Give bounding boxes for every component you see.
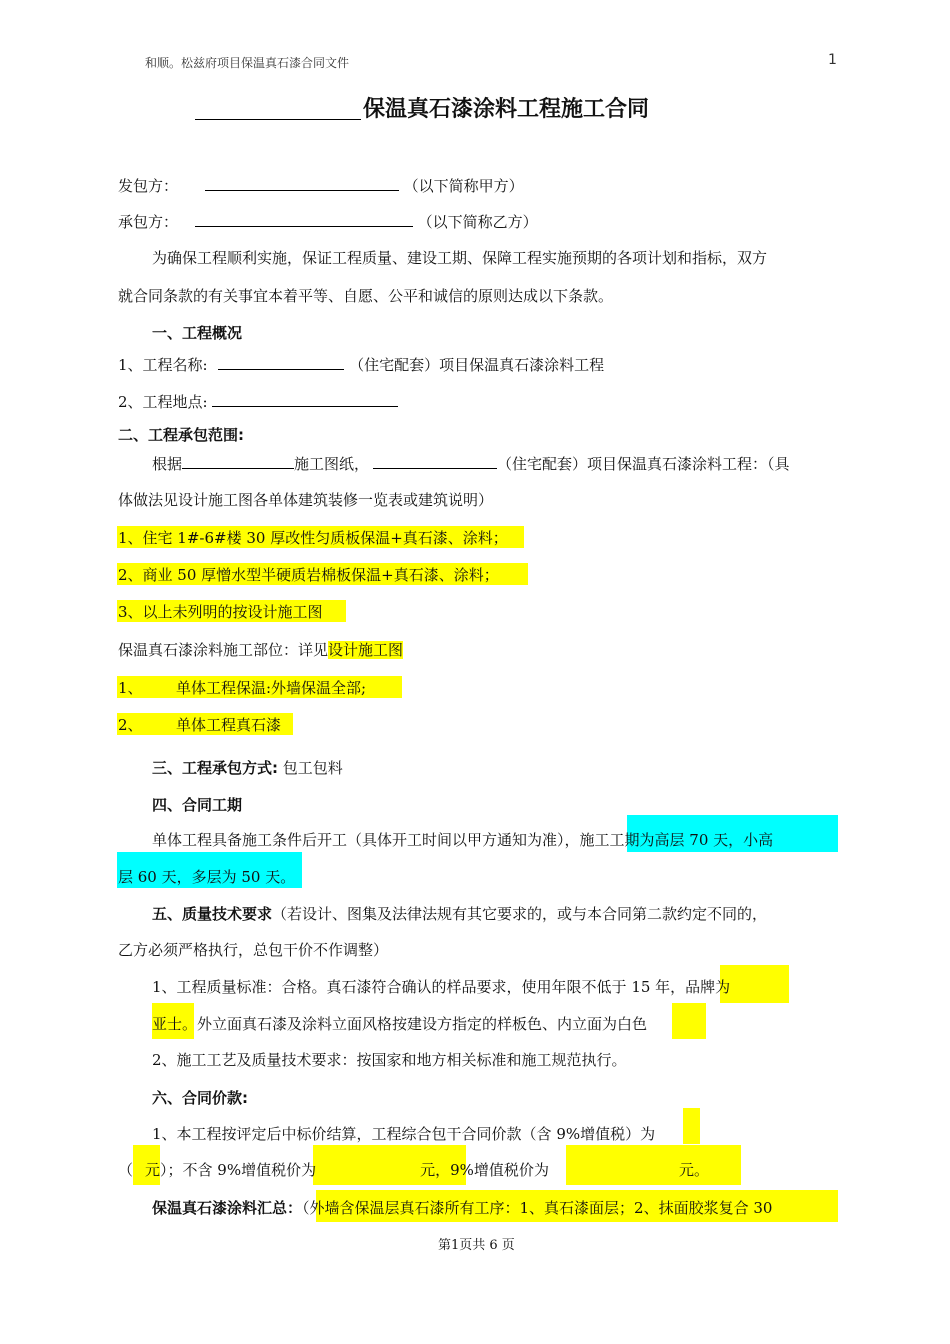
section-4-heading: 四、合同工期 <box>152 796 243 814</box>
scope-according: 根据 <box>152 455 183 473</box>
quality-brand-label: 品牌为 <box>685 978 731 996</box>
scope-drawings: 施工图纸， <box>294 455 370 473</box>
price-desc: 1、本工程按评定后中标价结算，工程综合包干合同价款（含 9%增值税） <box>152 1125 641 1143</box>
price-tax: ，9%增值税价 <box>435 1161 534 1179</box>
part-1-text: 单体工程保温:外墙保温全部; <box>176 679 367 697</box>
duration-line-1 <box>152 830 773 850</box>
section-3-heading: 三、工程承包方式: <box>152 759 278 777</box>
section-3-line <box>152 758 343 778</box>
quality-style: 。外立面真石漆及涂料立面风格按建设方指定的样板色、内立面为 <box>182 1015 618 1033</box>
scope-blank-1 <box>182 454 294 469</box>
price-paren-open: （ <box>118 1161 134 1179</box>
highlight-brand <box>720 965 789 1003</box>
price-line-2 <box>118 1160 709 1180</box>
price-yuan-3: 元 <box>678 1161 694 1179</box>
project-location-label: 2、工程地点: <box>118 393 208 411</box>
price-for: 为 <box>640 1125 656 1143</box>
intro-line-2: 就合同条款的有关事宜本着平等、自愿、公平和诚信的原则达成以下条款。 <box>118 287 614 305</box>
section-5-heading: 五、质量技术要求 <box>152 905 273 923</box>
scope-blank-2 <box>373 454 497 469</box>
party-a-blank <box>205 176 399 191</box>
party-a-note: （以下简称甲方） <box>403 177 524 195</box>
party-b-note: （以下简称乙方） <box>417 213 538 231</box>
price-yuan-2: 元 <box>420 1161 436 1179</box>
quality-line-1 <box>152 977 730 997</box>
section-5-line <box>152 904 767 924</box>
scope-line-1 <box>152 454 790 474</box>
quality-brand: 亚士 <box>152 1015 183 1033</box>
scope-line-2: 体做法见设计施工图各单体建筑装修一览表或建筑说明） <box>118 491 494 509</box>
party-b-line <box>118 212 538 232</box>
quality-line-3: 2、施工工艺及质量技术要求：按国家和地方相关标准和施工规范执行。 <box>152 1051 627 1069</box>
section-6-heading: 六、合同价款: <box>152 1089 248 1107</box>
quality-standard: 1、工程质量标准：合格。真石漆符合确认的样品要求，使用年限不低于 15 年， <box>152 978 686 996</box>
highlight-price-1 <box>683 1108 700 1144</box>
section-1-heading: 一、工程概况 <box>152 324 243 342</box>
price-period: 。 <box>693 1161 709 1179</box>
project-location-line <box>118 392 398 412</box>
price-line-1 <box>152 1124 655 1144</box>
page-title: 保温真石漆涂料工程施工合同 <box>363 97 650 122</box>
part-1-num: 1、 <box>118 679 143 697</box>
section-5-line-2: 乙方必须严格执行，总包干价不作调整） <box>118 941 389 959</box>
contract-mode: 包工包料 <box>282 759 343 777</box>
page-footer: 第1页共 6 页 <box>438 1238 515 1253</box>
party-a-label: 发包方： <box>118 177 179 195</box>
scope-item-3: 3、以上未列明的按设计施工图 <box>118 603 323 621</box>
section-5-heading-rest: （若设计、图集及法律法规有其它要求的，或与本合同第二款约定不同的， <box>272 905 768 923</box>
project-name-blank <box>218 355 344 370</box>
project-location-blank <box>212 392 398 407</box>
party-a-line <box>118 176 524 196</box>
project-name-label: 1、工程名称: <box>118 356 208 374</box>
party-b-blank <box>195 212 413 227</box>
duration-line-2: 层 60 天，多层为 50 天。 <box>118 868 296 886</box>
duration-start: 单体工程具备施工条件后开工（具体开工时间以甲方通知为准）， <box>152 831 580 849</box>
project-name-rest: （住宅配套）项目保温真石漆涂料工程 <box>349 356 605 374</box>
price-yuan-1: 元 <box>145 1161 161 1179</box>
part-2-num: 2、 <box>118 716 143 734</box>
construction-parts-ref: 设计施工图 <box>328 641 404 659</box>
highlight-white <box>672 1003 706 1039</box>
section-2-heading: 二、工程承包范围: <box>118 426 244 444</box>
summary-text: （外墙含保温层真石漆所有工序：1、真石漆面层；2、抹面胶浆复合 30 <box>302 1199 773 1217</box>
quality-inner-color: 白色 <box>617 1015 648 1033</box>
duration-period: 施工工期为高层 70 天，小高 <box>579 831 774 849</box>
intro-line-1: 为确保工程顺利实施，保证工程质量、建设工期、保障工程实施预期的各项计划和指标，双方 <box>152 249 768 267</box>
scope-item-2: 2、商业 50 厚憎水型半硬质岩棉板保温+真石漆、涂料； <box>118 566 499 584</box>
document-header: 和顺。松兹府项目保温真石漆合同文件 <box>145 56 350 70</box>
title-blank-line <box>195 119 361 120</box>
page-mark: 1 <box>828 52 837 68</box>
scope-item-1: 1、住宅 1#-6#楼 30 厚改性匀质板保温+真石漆、涂料； <box>118 529 508 547</box>
quality-line-2 <box>152 1014 647 1034</box>
project-name-line <box>118 355 604 375</box>
price-excl-tax-for: 为 <box>301 1161 317 1179</box>
part-2-text: 单体工程真石漆 <box>176 716 282 734</box>
scope-project: （住宅配套）项目保温真石漆涂料工程：（具 <box>497 455 790 473</box>
summary-label: 保温真石漆涂料汇总： <box>152 1199 303 1217</box>
party-b-label: 承包方： <box>118 213 179 231</box>
summary-line <box>152 1198 772 1218</box>
price-excl-tax: ）；不含 9%增值税价 <box>160 1161 302 1179</box>
construction-parts-label: 保温真石漆涂料施工部位：详见 <box>118 641 329 659</box>
price-tax-for: 为 <box>533 1161 549 1179</box>
construction-parts-line <box>118 640 403 660</box>
